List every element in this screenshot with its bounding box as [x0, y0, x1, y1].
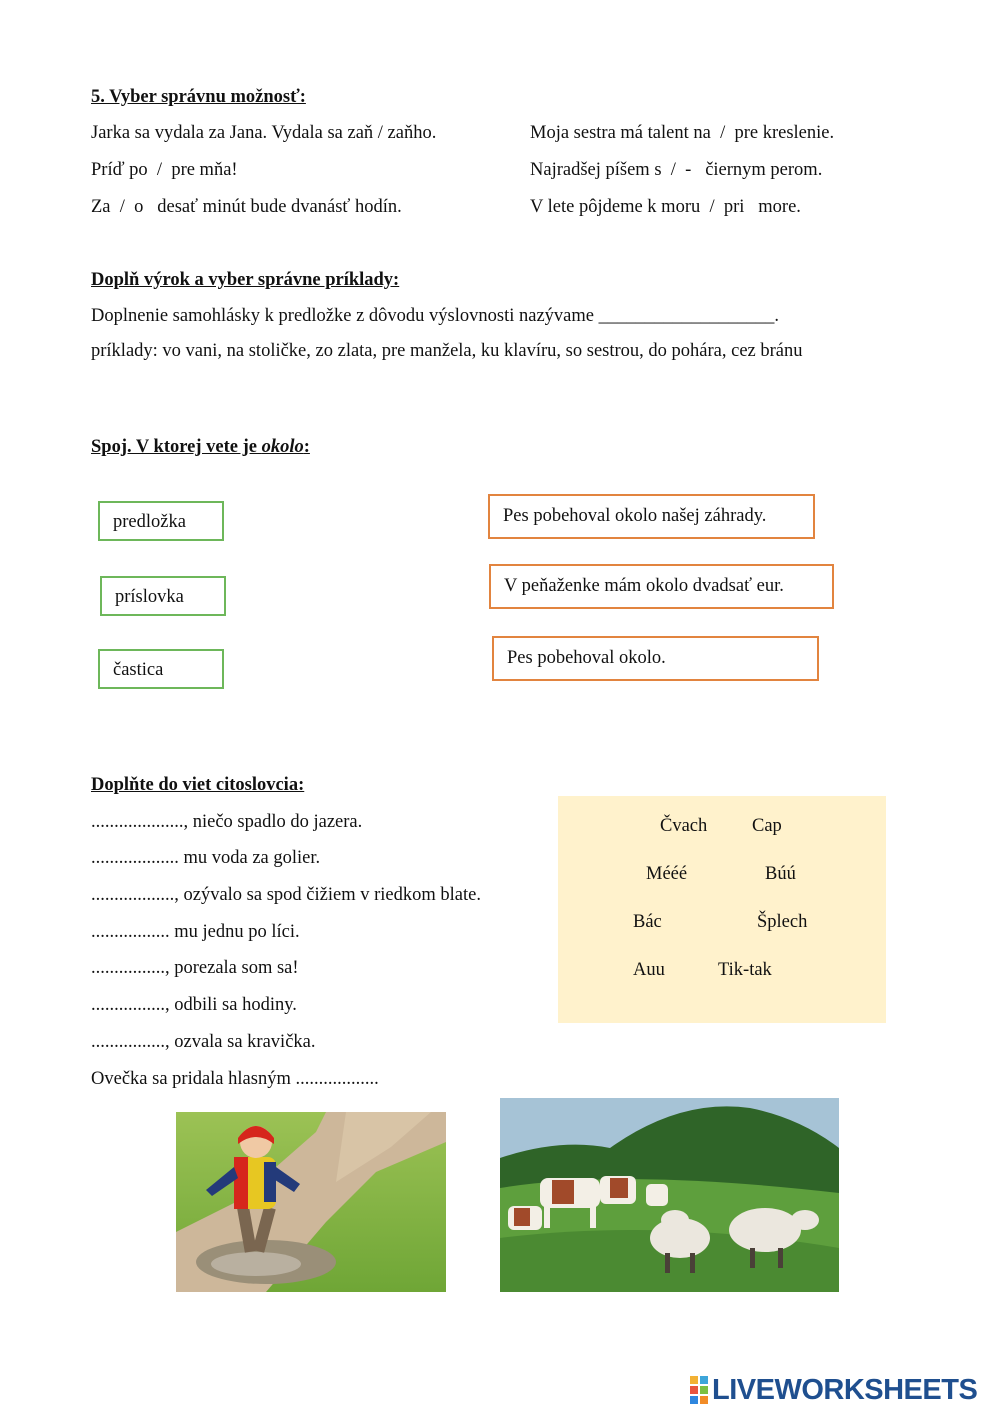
word-bank-item[interactable]: Čvach [660, 816, 708, 836]
choice-sentence: Príď po / pre mňa! [91, 160, 238, 180]
word-bank-item[interactable]: Šplech [757, 912, 808, 932]
word-bank-item[interactable]: Auu [633, 960, 665, 980]
logo-text: LIVEWORKSHEETS [712, 1373, 978, 1406]
section-title-connect [91, 438, 310, 457]
word-bank-item[interactable]: Bác [633, 912, 662, 932]
title-word-okolo: okolo [261, 437, 304, 457]
fill-line: ................... mu voda za golier. [91, 848, 321, 868]
section-title-interjections: Doplňte do viet citoslovcia: [91, 775, 305, 795]
title-prefix: Spoj. V ktorej vete je [91, 437, 262, 457]
logo-mark-icon [690, 1376, 708, 1404]
word-class-box-castica[interactable] [98, 649, 224, 689]
word-class-box-prislovka[interactable] [100, 576, 226, 616]
title-suffix: : [303, 437, 310, 457]
word-bank-item[interactable]: Tik-tak [718, 960, 772, 980]
fill-line: .................., ozývalo sa spod čižiem v riedkom blate. [91, 885, 481, 905]
sentence-label: V peňaženke mám okolo dvadsať eur. [504, 576, 784, 596]
examples-line: príklady: vo vani, na stoličke, zo zlata, pre manžela, ku klavíru, so sestrou, do pohára, cez bránu [91, 341, 803, 361]
fill-line: Ovečka sa pridala hlasným .................. [91, 1069, 379, 1089]
choice-sentence: Najradšej píšem s / - čiernym perom. [530, 160, 823, 180]
section-title-choose: 5. Vyber správnu možnosť: [91, 87, 306, 107]
fill-line: ................, porezala som sa! [91, 958, 299, 978]
sentence-box-3[interactable] [492, 636, 819, 681]
statement-line: Doplnenie samohlásky k predložke z dôvodu výslovnosti nazývame ___________________. [91, 306, 779, 326]
choice-sentence: Za / o desať minút bude dvanásť hodín. [91, 197, 402, 217]
cows-sheep-photo [500, 1098, 839, 1292]
choice-sentence: Moja sestra má talent na / pre kreslenie. [530, 123, 835, 143]
section-title-statement: Doplň výrok a vyber správne príklady: [91, 270, 400, 290]
liveworksheets-logo [690, 1373, 977, 1407]
word-class-box-predlozka[interactable] [98, 501, 224, 541]
word-bank-item[interactable]: Búú [765, 864, 796, 884]
fill-line: ...................., niečo spadlo do jazera. [91, 812, 363, 832]
sentence-box-2[interactable] [489, 564, 834, 609]
fill-line: ................. mu jednu po líci. [91, 922, 300, 942]
sentence-box-1[interactable] [488, 494, 815, 539]
word-class-label: predložka [113, 512, 186, 532]
sentence-label: Pes pobehoval okolo našej záhrady. [503, 506, 767, 526]
word-bank-item[interactable]: Cap [752, 816, 782, 836]
choice-sentence: Jarka sa vydala za Jana. Vydala sa zaň / zaňho. [91, 123, 437, 143]
fill-line: ................, ozvala sa kravička. [91, 1032, 316, 1052]
sentence-label: Pes pobehoval okolo. [507, 648, 666, 668]
fill-line: ................, odbili sa hodiny. [91, 995, 297, 1015]
choice-sentence: V lete pôjdeme k moru / pri more. [530, 197, 801, 217]
word-bank-item[interactable]: Mééé [646, 864, 688, 884]
child-puddle-photo [176, 1112, 446, 1292]
word-bank-panel [558, 796, 886, 1023]
word-class-label: častica [113, 660, 164, 680]
word-class-label: príslovka [115, 587, 184, 607]
